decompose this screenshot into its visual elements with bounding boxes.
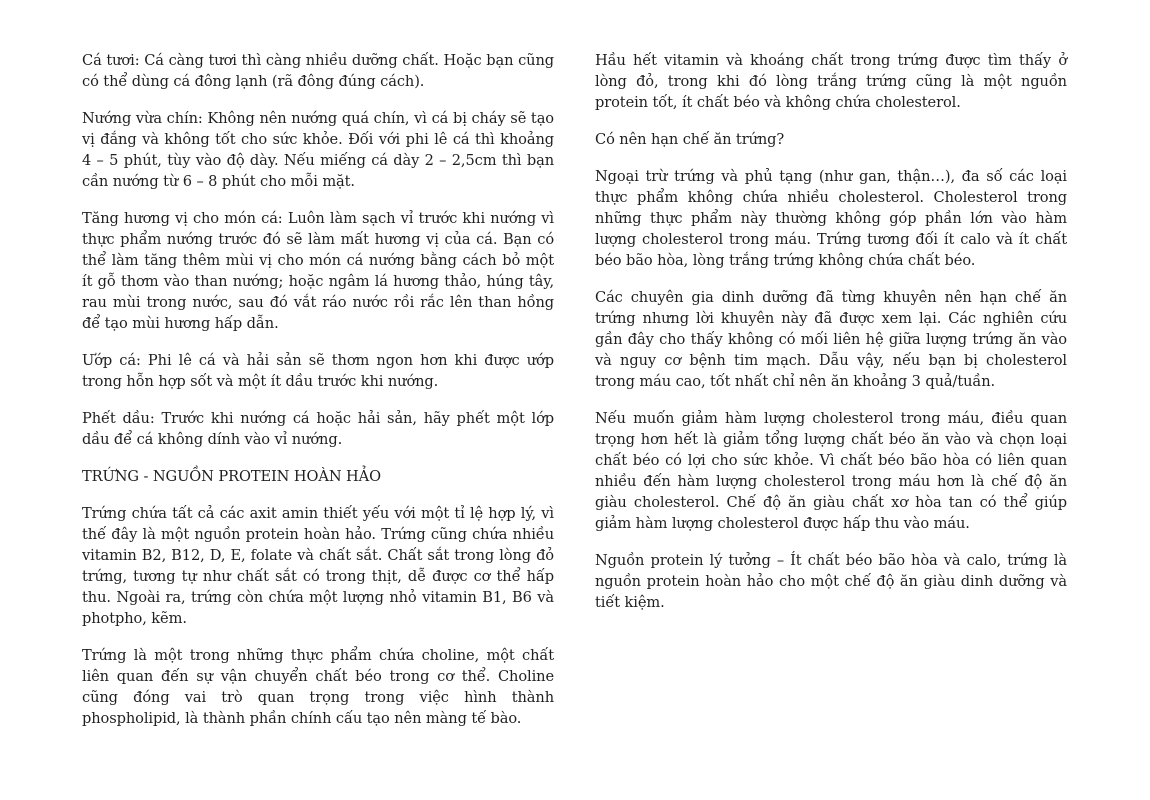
paragraph-fresh-fish: Cá tươi: Cá càng tươi thì càng nhiều dưỡng chất. Hoặc bạn cũng có thể dùng cá đông lạnh (rã đông đúng cách). — [82, 52, 554, 90]
paragraph-oil: Phết dầu: Trước khi nướng cá hoặc hải sản, hãy phết một lớp dầu để cá không dính vào vỉ nướng. — [82, 410, 554, 448]
paragraph-reduce-cholesterol: Nếu muốn giảm hàm lượng cholesterol trong máu, điều quan trọng hơn hết là giảm tổng lượng chất béo ăn vào và chọn loại chất béo có lợi cho sức khỏe. Vì chất béo bão hòa có liên quan nhiều đến hàm lượng cholesterol trong máu hơn là chế độ ăn giàu cholesterol. Chế độ ăn giàu chất xơ hòa tan có thể giúp giảm hàm lượng cholesterol được hấp thu vào máu. — [595, 410, 1067, 532]
paragraph-cholesterol-foods: Ngoại trừ trứng và phủ tạng (như gan, thận…), đa số các loại thực phẩm không chứa nhiều cholesterol. Cholesterol trong những thực phẩm này thường không góp phần lớn vào hàm lượng cholesterol trong máu. Trứng tương đối ít calo và ít chất béo bão hòa, lòng trắng trứng không chứa chất béo. — [595, 168, 1067, 269]
paragraph-marinate: Ướp cá: Phi lê cá và hải sản sẽ thơm ngon hơn khi được ướp trong hỗn hợp sốt và một ít dầu trước khi nướng. — [82, 352, 554, 390]
paragraph-experts-advice: Các chuyên gia dinh dưỡng đã từng khuyên nên hạn chế ăn trứng nhưng lời khuyên này đã được xem lại. Các nghiên cứu gần đây cho thấy không có mối liên hệ giữa lượng trứng ăn vào và nguy cơ bệnh tim mạch. Dẫu vậy, nếu bạn bị cholesterol trong máu cao, tốt nhất chỉ nên ăn khoảng 3 quả/tuần. — [595, 289, 1067, 390]
subheading-limit-eggs: Có nên hạn chế ăn trứng? — [595, 131, 785, 148]
right-column — [595, 50, 1067, 629]
paragraph-ideal-protein: Nguồn protein lý tưởng – Ít chất béo bão hòa và calo, trứng là nguồn protein hoàn hảo cho một chế độ ăn giàu dinh dưỡng và tiết kiệm. — [595, 552, 1067, 611]
paragraph-yolk-white: Hầu hết vitamin và khoáng chất trong trứng được tìm thấy ở lòng đỏ, trong khi đó lòng trắng trứng cũng là một nguồn protein tốt, ít chất béo và không chứa cholesterol. — [595, 52, 1067, 111]
paragraph-choline: Trứng là một trong những thực phẩm chứa choline, một chất liên quan đến sự vận chuyển chất béo trong cơ thể. Choline cũng đóng vai trò quan trọng trong việc hình thành phospholipid, là thành phần chính cấu tạo nên màng tế bào. — [82, 647, 554, 727]
paragraph-egg-amino-acids: Trứng chứa tất cả các axit amin thiết yếu với một tỉ lệ hợp lý, vì thế đây là một nguồn protein hoàn hảo. Trứng cũng chứa nhiều vitamin B2, B12, D, E, folate và chất sắt. Chất sắt trong lòng đỏ trứng, tương tự như chất sắt có trong thịt, dễ được cơ thể hấp thu. Ngoài ra, trứng còn chứa một lượng nhỏ vitamin B1, B6 và photpho, kẽm. — [82, 505, 554, 627]
paragraph-grill-time: Nướng vừa chín: Không nên nướng quá chín, vì cá bị cháy sẽ tạo vị đắng và không tốt cho sức khỏe. Đối với phi lê cá thì khoảng 4 – 5 phút, tùy vào độ dày. Nếu miếng cá dày 2 – 2,5cm thì bạn cần nướng từ 6 – 8 phút cho mỗi mặt. — [82, 110, 554, 190]
paragraph-flavor: Tăng hương vị cho món cá: Luôn làm sạch vỉ trước khi nướng vì thực phẩm nướng trước đó sẽ làm mất hương vị của cá. Bạn có thể làm tăng thêm mùi vị cho món cá nướng bằng cách bỏ một ít gỗ thơm vào than nướng; hoặc ngâm lá hương thảo, húng tây, rau mùi trong nước, sau đó vắt ráo nước rồi rắc lên than hồng để tạo mùi hương hấp dẫn. — [82, 210, 554, 332]
left-column — [82, 50, 554, 745]
section-heading-eggs: TRỨNG - NGUỒN PROTEIN HOÀN HẢO — [82, 468, 381, 485]
